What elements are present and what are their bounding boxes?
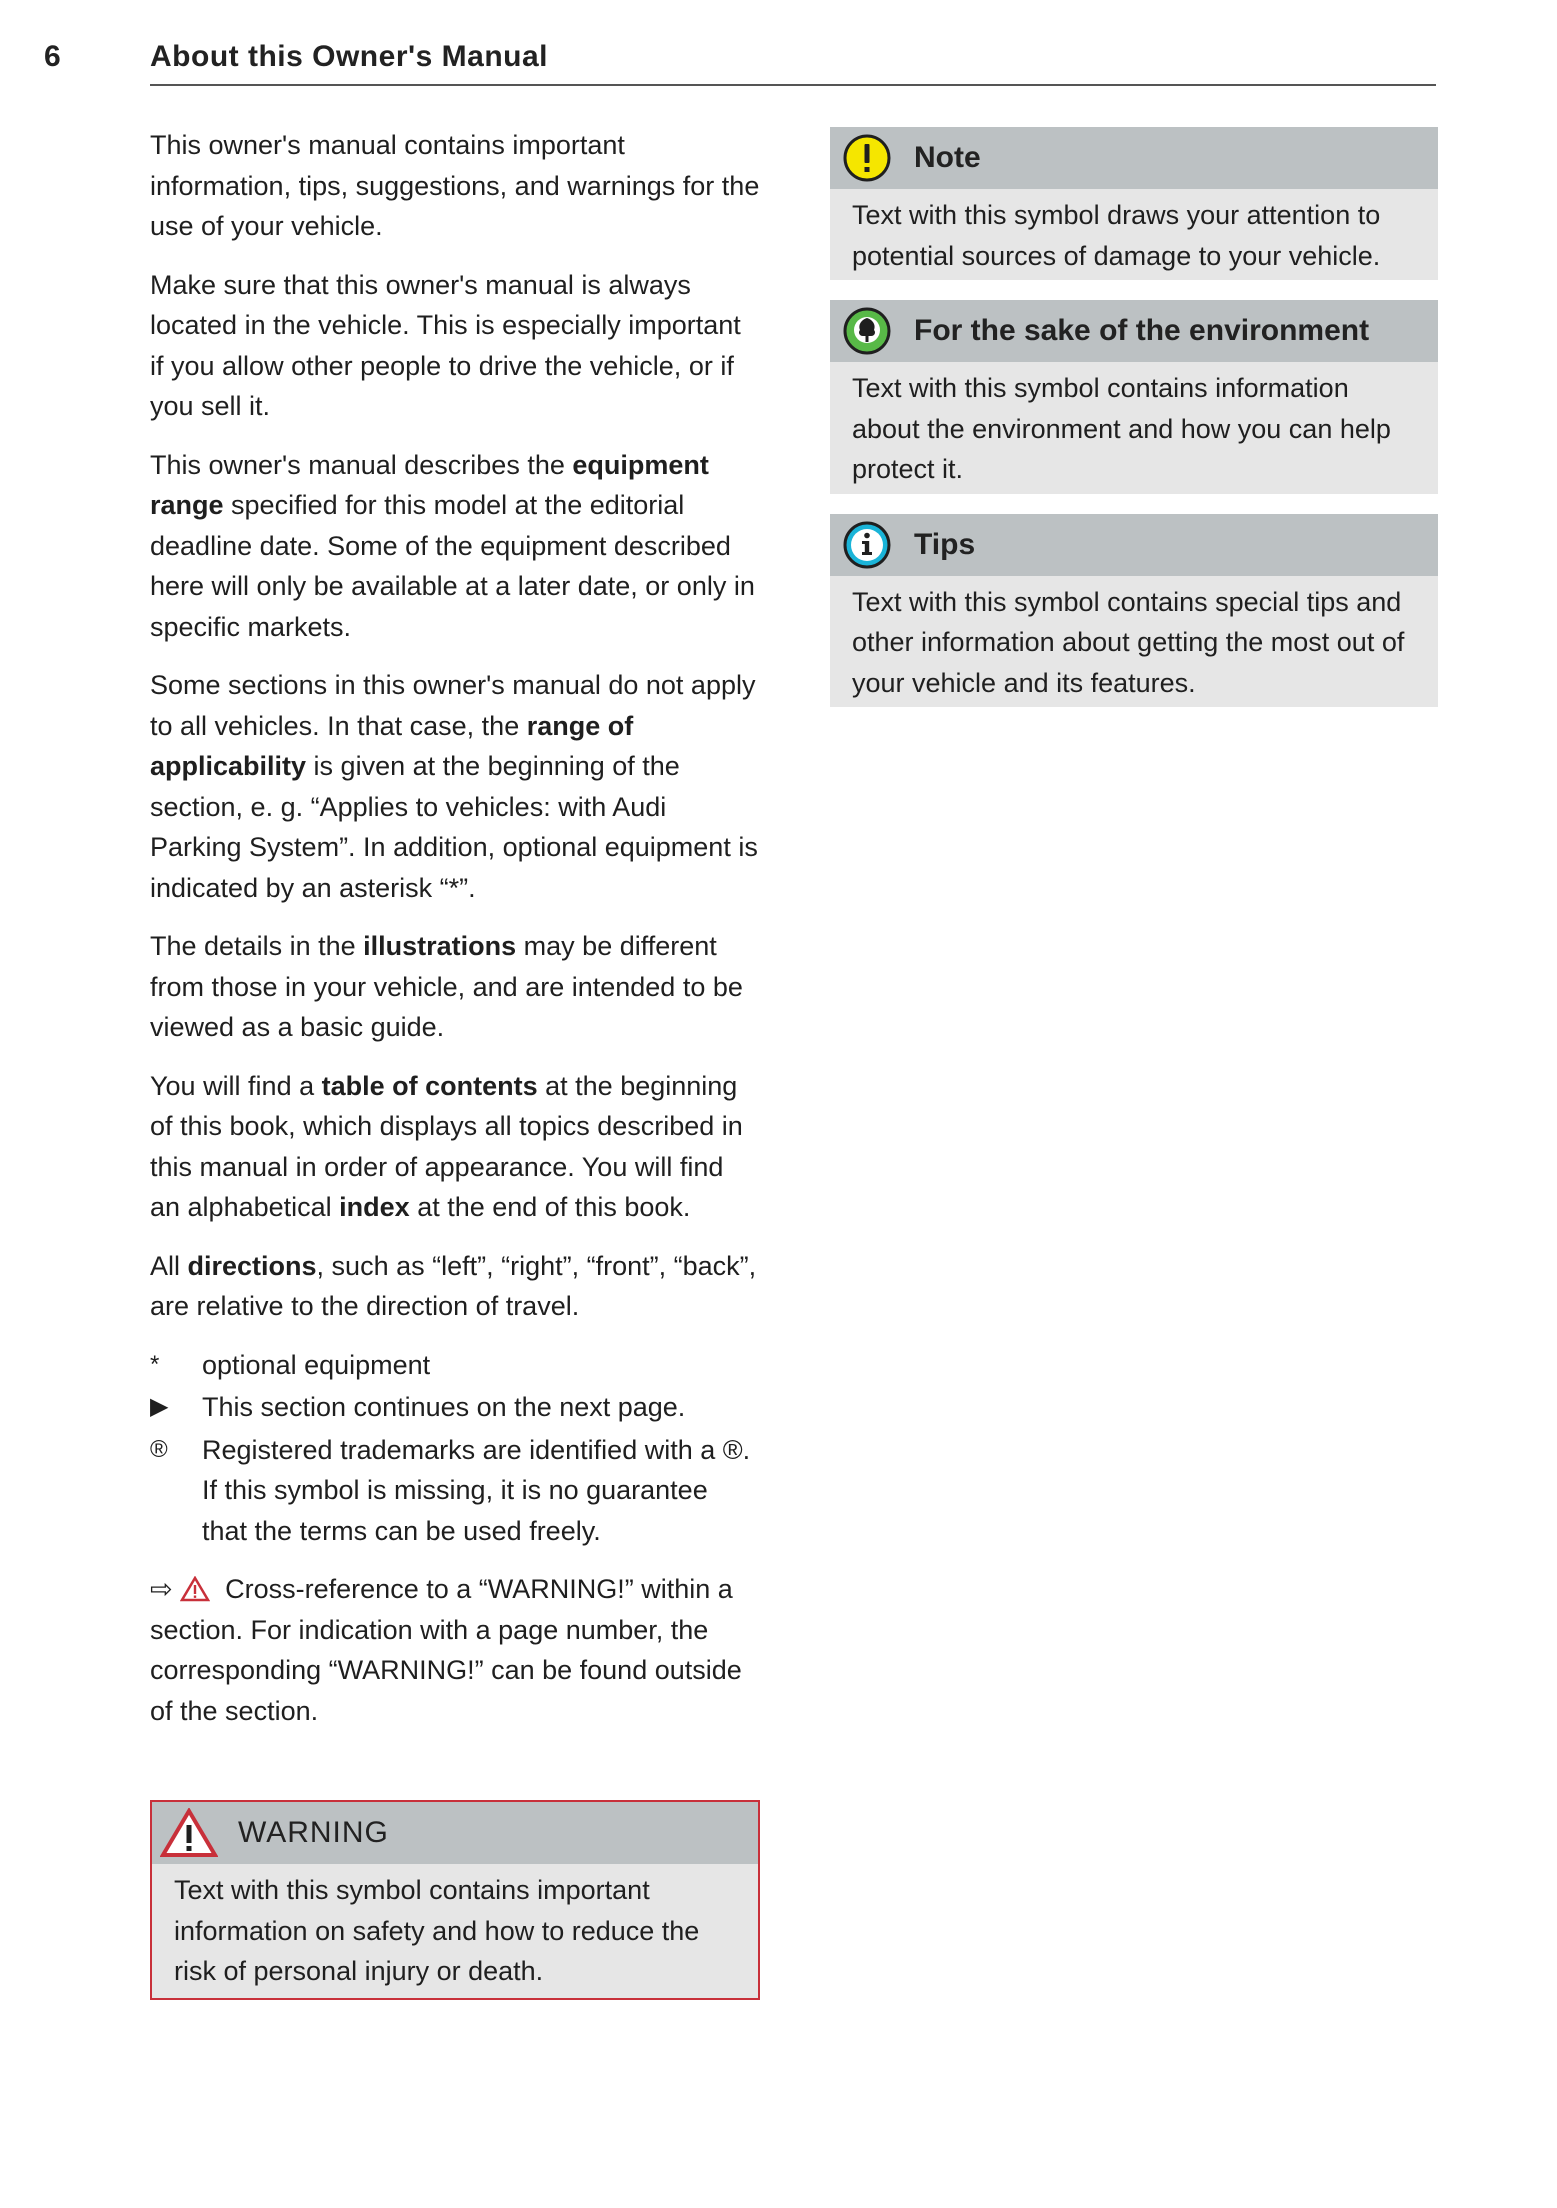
- bold-term: illustrations: [363, 931, 517, 961]
- warning-callout: [150, 1800, 760, 2000]
- crossref-arrow-icon: ⇨: [150, 1574, 173, 1604]
- environment-text: Text with this symbol contains information about the environment and how you can help protect it.: [852, 373, 1391, 484]
- tips-body: [830, 576, 1438, 708]
- bold-term: equipment range: [150, 449, 709, 520]
- warning-title: WARNING: [238, 1816, 389, 1849]
- exclamation-circle-icon: [842, 133, 892, 183]
- note-header: [830, 127, 1438, 189]
- tips-text: Text with this symbol contains special tips and other information about getting the most out of your vehicle and its features.: [852, 586, 1405, 698]
- warning-triangle-icon: [180, 1576, 210, 1602]
- environment-body: [830, 362, 1438, 494]
- tips-header: [830, 514, 1438, 576]
- paragraph: Make sure that this owner's manual is always located in the vehicle. This is especially important if you allow other people to drive the vehicle, or if you sell it.: [150, 269, 741, 421]
- text-run: , such as “left”, “right”, “front”, “back”, are relative to the direction of travel.: [150, 1250, 757, 1321]
- bold-term: directions: [187, 1250, 317, 1281]
- bold-term: range of applicability: [150, 710, 634, 781]
- text-run: You will find a: [150, 1070, 322, 1101]
- continue-arrow-icon: ▶: [150, 1393, 169, 1420]
- note-callout: [830, 127, 1438, 280]
- text-run: The details in the: [150, 931, 364, 961]
- environment-callout: [830, 300, 1438, 494]
- environment-title: For the sake of the environment: [914, 314, 1370, 347]
- list-item: [150, 1387, 760, 1428]
- header-divider: [150, 84, 1436, 86]
- list-item-text: This section continues on the next page.: [202, 1392, 686, 1422]
- text-run: All: [150, 1250, 188, 1281]
- text-run: Some sections in this owner's manual do not apply to all vehicles. In that case, the: [150, 670, 756, 741]
- note-text: Text with this symbol draws your attention to potential sources of damage to your vehicle.: [852, 200, 1381, 271]
- list-item-text: Registered trademarks are identified with a ®. If this symbol is missing, it is no guarantee that the terms can be used freely.: [202, 1434, 751, 1546]
- warning-text: Text with this symbol contains important information on safety and how to reduce the risk of personal injury or death.: [174, 1875, 700, 1986]
- asterisk-symbol: *: [150, 1350, 160, 1378]
- note-title: Note: [914, 141, 981, 174]
- crossref-paragraph: [150, 1569, 760, 1731]
- warning-header: [152, 1802, 758, 1864]
- list-item: [150, 1345, 760, 1386]
- environment-header: [830, 300, 1438, 362]
- paragraph: [150, 1066, 760, 1228]
- text-run: may be different from those in your vehicle, and are intended to be viewed as a basic guide.: [150, 931, 743, 1042]
- bold-term: index: [339, 1192, 410, 1222]
- paragraph: [150, 926, 760, 1048]
- text-run: at the beginning of this book, which displays all topics described in this manual in order of appearance. You will find an alphabetical: [150, 1070, 743, 1222]
- symbol-legend: [150, 1345, 760, 1552]
- paragraph: [150, 665, 760, 908]
- warning-triangle-icon: [160, 1808, 218, 1858]
- tree-icon: [842, 306, 892, 356]
- left-column: [150, 125, 760, 1749]
- text-run: specified for this model at the editorial deadline date. Some of the equipment described here will only be available at a later date, or only in specific markets.: [150, 490, 755, 642]
- page-number: 6: [44, 40, 61, 73]
- page-title: About this Owner's Manual: [150, 40, 548, 73]
- info-circle-icon: [842, 520, 892, 570]
- list-item: [150, 1430, 760, 1552]
- tips-title: Tips: [914, 527, 976, 561]
- list-item-text: optional equipment: [202, 1349, 431, 1380]
- right-column: [830, 127, 1438, 727]
- text-run: at the end of this book.: [409, 1192, 691, 1222]
- text-run: is given at the beginning of the section, e. g. “Applies to vehicles: with Audi Parking System”. In addition, optional equipment is indicated by an asterisk “*”.: [150, 751, 758, 903]
- paragraph: [150, 445, 760, 648]
- tips-callout: [830, 514, 1438, 708]
- paragraph: [150, 1246, 760, 1327]
- note-body: [830, 189, 1438, 280]
- bold-term: table of contents: [321, 1070, 538, 1101]
- crossref-text: Cross-reference to a “WARNING!” within a section. For indication with a page number, the corresponding “WARNING!” can be found outside of the section.: [150, 1574, 742, 1726]
- text-run: This owner's manual describes the: [150, 449, 573, 480]
- paragraph: This owner's manual contains important information, tips, suggestions, and warnings for the use of your vehicle.: [150, 130, 760, 241]
- warning-body: [152, 1864, 758, 1998]
- registered-symbol: ®: [150, 1435, 168, 1463]
